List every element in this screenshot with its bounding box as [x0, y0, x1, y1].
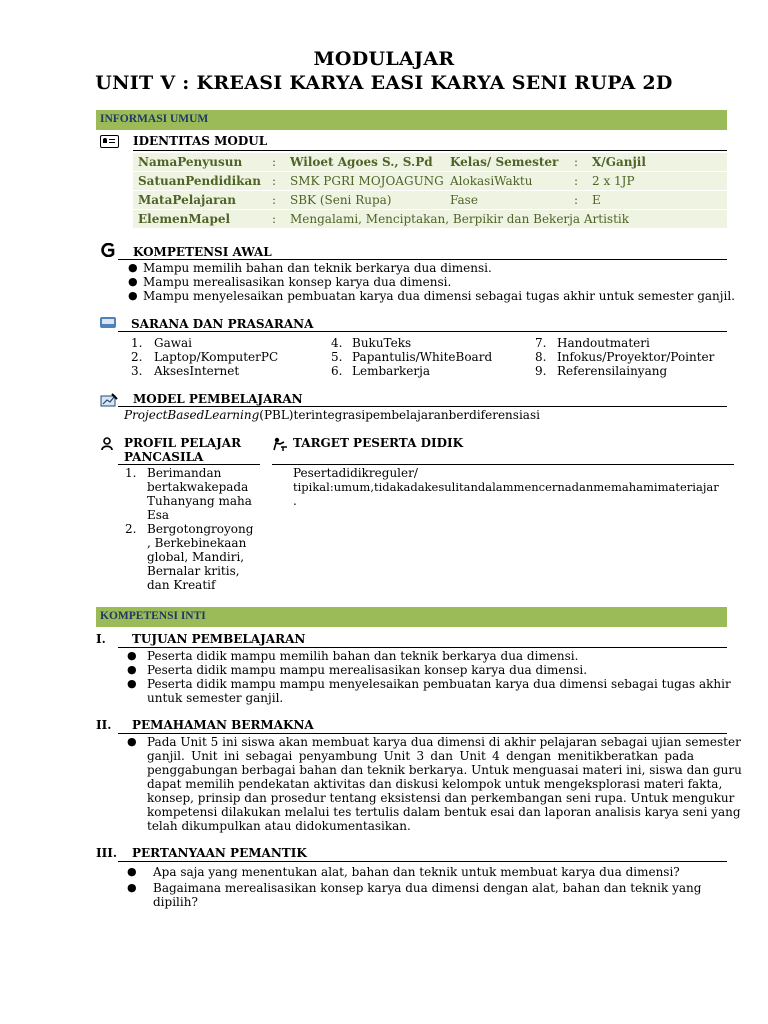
sarana-item: Lembarkerja	[352, 364, 431, 378]
label-elemen-mapel: ElemenMapel	[138, 212, 231, 226]
bullet: ●	[128, 289, 138, 302]
sep: :	[272, 155, 277, 169]
profil-line: dan Kreatif	[147, 578, 216, 592]
target-line: .	[293, 494, 297, 508]
pemahaman-line: penggabungan berbagai bahan dan teknik berkarya. Untuk menguasai materi ini, siswa dan guru	[147, 763, 742, 777]
identitas-row-4	[133, 210, 727, 229]
pemahaman-line: dapat memilih pendekatan aktivitas dan diskusi kelompok untuk mengeksplorasi materi fakta,	[147, 777, 723, 791]
sarana-num: 8.	[535, 350, 547, 364]
tujuan-heading: TUJUAN PEMBELAJARAN	[132, 632, 306, 646]
profil-line: Berimandan	[147, 466, 222, 480]
sarana-num: 1.	[131, 336, 143, 350]
profil-line: Bergotongroyong	[147, 522, 254, 536]
profil-line: Esa	[147, 508, 170, 522]
bullet: ●	[127, 663, 137, 676]
value-fase: E	[592, 193, 601, 207]
id-card-icon	[100, 135, 119, 148]
pemahaman-line: Pada Unit 5 ini siswa akan membuat karya dua dimensi di akhir pelajaran sebagai ujian semester	[147, 735, 741, 749]
profil-num: 1.	[125, 466, 137, 480]
pemahaman-line: ganjil. Unit ini sebagai penyambung Unit 3 dan Unit 4 dengan menitikberatkan pada	[147, 749, 695, 763]
g-logo-icon	[100, 242, 116, 261]
label-mata-pelajaran: MataPelajaran	[138, 193, 236, 207]
tujuan-item-cont: untuk semester ganjil.	[147, 691, 284, 705]
value-nama-penyusun: Wiloet Agoes S., S.Pd	[290, 155, 433, 169]
profil-line: Bernalar kritis,	[147, 564, 240, 578]
bullet: ●	[128, 275, 138, 288]
kompetensi-awal-heading: KOMPETENSI AWAL	[133, 245, 272, 259]
people-icon	[100, 436, 114, 455]
pertanyaan-num: III.	[96, 846, 118, 860]
sarana-item: Infokus/Proyektor/Pointer	[557, 350, 715, 364]
model-heading: MODEL PEMBELAJARAN	[133, 392, 303, 406]
sarana-item: Handoutmateri	[557, 336, 650, 350]
pertanyaan-rule	[118, 861, 727, 862]
sarana-num: 2.	[131, 350, 143, 364]
bullet: ●	[127, 865, 137, 878]
tujuan-rule	[118, 647, 727, 648]
pemahaman-rule	[118, 733, 727, 734]
identitas-rule	[133, 150, 727, 151]
bullet: ●	[127, 735, 137, 748]
profil-num: 2.	[125, 522, 137, 536]
pemahaman-line: telah dikumpulkan atau didokumentasikan.	[147, 819, 411, 833]
identitas-row-3	[133, 191, 727, 210]
student-desk-icon	[272, 436, 288, 455]
label-alokasi-waktu: AlokasiWaktu	[450, 174, 533, 188]
sep: :	[574, 155, 579, 169]
model-text-italic: ProjectBasedLearning	[124, 408, 260, 422]
sarana-heading: SARANA DAN PRASARANA	[131, 317, 314, 331]
value-alokasi-waktu: 2 x 1JP	[592, 174, 635, 188]
value-mata-pelajaran: SBK (Seni Rupa)	[290, 193, 392, 207]
bullet: ●	[127, 881, 137, 894]
model-text	[124, 408, 540, 422]
kompetensi-awal-rule	[118, 259, 727, 260]
doc-title-line1: MODULAJAR	[313, 48, 455, 70]
profil-heading-2: PANCASILA	[124, 450, 204, 464]
pertanyaan-item-cont: dipilih?	[153, 895, 198, 909]
label-satuan-pendidikan: SatuanPendidikan	[138, 174, 261, 188]
sarana-item: BukuTeks	[352, 336, 412, 350]
profil-line: global, Mandiri,	[147, 550, 245, 564]
kompetensi-awal-item: Mampu memilih bahan dan teknik berkarya dua dimensi.	[143, 261, 492, 275]
model-text-rest: (PBL)terintegrasipembelajaranberdiferensiasi	[259, 408, 540, 422]
sep: :	[574, 193, 579, 207]
informasi-umum-label: INFORMASI UMUM	[100, 113, 209, 125]
value-elemen-mapel: Mengalami, Menciptakan, Berpikir dan Bekerja Artistik	[290, 212, 629, 226]
sarana-item: AksesInternet	[154, 364, 240, 378]
pertanyaan-item: Bagaimana merealisasikan konsep karya dua dimensi dengan alat, bahan dan teknik yang	[153, 881, 702, 895]
pemahaman-line: konsep, prinsip dan prosedur tentang eksistensi dan perkembangan seni rupa. Untuk mengukur	[147, 791, 735, 805]
kompetensi-inti-bar	[96, 607, 727, 627]
identitas-heading: IDENTITAS MODUL	[133, 134, 268, 148]
sep: :	[574, 174, 579, 188]
sep: :	[272, 193, 277, 207]
sep: :	[272, 174, 277, 188]
sarana-num: 6.	[331, 364, 343, 378]
sarana-rule	[118, 331, 727, 332]
monitor-icon	[100, 317, 116, 328]
tujuan-num: I.	[96, 632, 106, 646]
sarana-item: Papantulis/WhiteBoard	[352, 350, 493, 364]
pemahaman-num: II.	[96, 718, 112, 732]
doc-title-line2: UNIT V : KREASI KARYA EASI KARYA SENI RUPA 2D	[95, 72, 673, 94]
label-nama-penyusun: NamaPenyusun	[138, 155, 243, 169]
bullet: ●	[127, 649, 137, 662]
sarana-num: 9.	[535, 364, 547, 378]
pertanyaan-item: Apa saja yang menentukan alat, bahan dan teknik untuk membuat karya dua dimensi?	[153, 865, 680, 879]
informasi-umum-bar	[96, 110, 727, 130]
kompetensi-awal-item: Mampu merealisasikan konsep karya dua dimensi.	[143, 275, 452, 289]
identitas-row-2	[133, 172, 727, 191]
sarana-num: 5.	[331, 350, 343, 364]
profil-rule	[118, 464, 260, 465]
bullet: ●	[127, 677, 137, 690]
tujuan-item: Peserta didik mampu mampu merealisasikan konsep karya dua dimensi.	[147, 663, 588, 677]
chart-pencil-icon	[100, 392, 118, 411]
sarana-num: 4.	[331, 336, 343, 350]
pemahaman-heading: PEMAHAMAN BERMAKNA	[132, 718, 314, 732]
label-fase: Fase	[450, 193, 478, 207]
kompetensi-awal-item: Mampu menyelesaikan pembuatan karya dua dimensi sebagai tugas akhir untuk semester ganjil.	[143, 289, 735, 303]
target-line: Pesertadidikreguler/	[293, 466, 418, 480]
model-rule	[118, 406, 727, 407]
pertanyaan-heading: PERTANYAAN PEMANTIK	[132, 846, 307, 860]
target-rule	[272, 464, 734, 465]
pemahaman-line: kompetensi dilakukan melalui tes tertulis dalam bentuk esai dan laporan analisis karya seni yang	[147, 805, 741, 819]
sep: :	[272, 212, 277, 226]
sarana-num: 3.	[131, 364, 143, 378]
identitas-row-1	[133, 153, 727, 172]
sarana-num: 7.	[535, 336, 547, 350]
tujuan-item: Peserta didik mampu memilih bahan dan teknik berkarya dua dimensi.	[147, 649, 579, 663]
value-kelas-semester: X/Ganjil	[592, 155, 646, 169]
profil-line: Tuhanyang maha	[147, 494, 252, 508]
profil-line: bertakwakepada	[147, 480, 249, 494]
sarana-item: Gawai	[154, 336, 193, 350]
sarana-item: Laptop/KomputerPC	[154, 350, 279, 364]
value-satuan-pendidikan: SMK PGRI MOJOAGUNG	[290, 174, 444, 188]
profil-heading-1: PROFIL PELAJAR	[124, 436, 242, 450]
sarana-item: Referensilainyang	[557, 364, 668, 378]
target-heading: TARGET PESERTA DIDIK	[293, 436, 464, 450]
kompetensi-inti-label: KOMPETENSI INTI	[100, 610, 206, 622]
label-kelas-semester: Kelas/ Semester	[450, 155, 559, 169]
bullet: ●	[128, 261, 138, 274]
tujuan-item: Peserta didik mampu mampu menyelesaikan pembuatan karya dua dimensi sebagai tugas akhir	[147, 677, 731, 691]
profil-line: , Berkebinekaan	[147, 536, 247, 550]
target-line: tipikal:umum,tidakadakesulitandalammencernadanmemahamimateriajar	[293, 480, 719, 494]
